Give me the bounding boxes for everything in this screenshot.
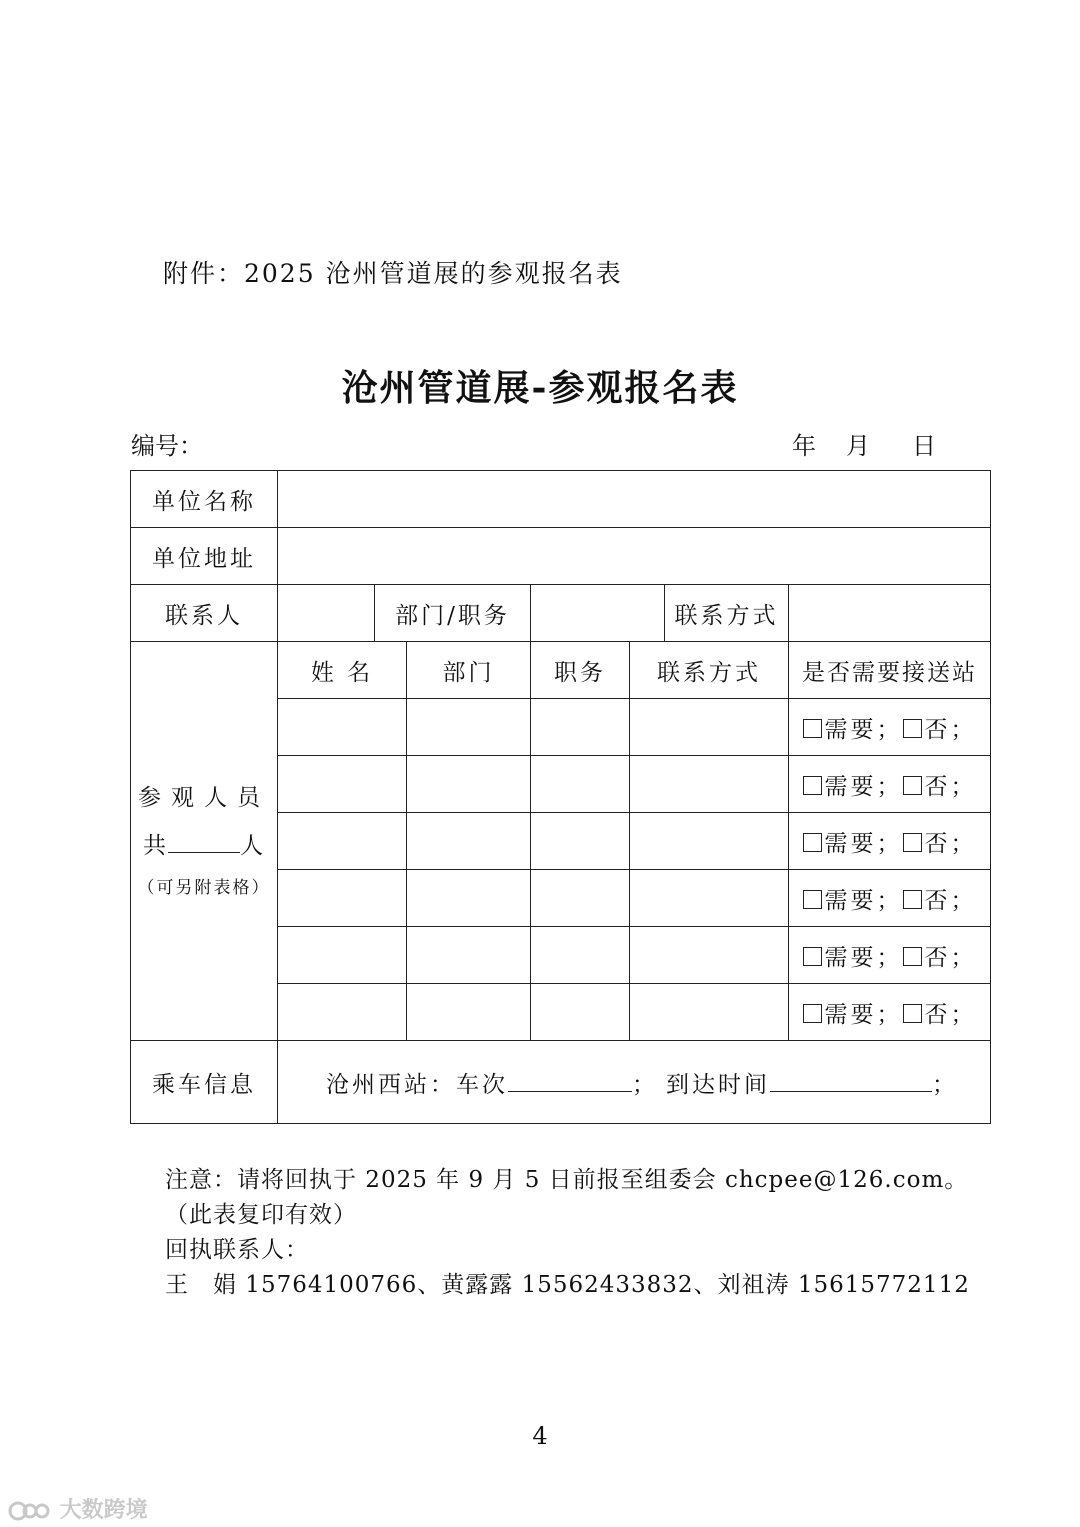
company-name-row bbox=[131, 471, 991, 528]
pickup-yes-checkbox[interactable] bbox=[803, 719, 822, 738]
visitor-position-field[interactable] bbox=[531, 813, 630, 870]
visitor-position-field[interactable] bbox=[531, 699, 630, 756]
pickup-no-label: 否； bbox=[924, 944, 977, 971]
pickup-yes-label: 需要； bbox=[824, 773, 903, 800]
visitor-position-field[interactable] bbox=[531, 984, 630, 1041]
transport-row bbox=[131, 1041, 991, 1124]
visitor-count-prefix: 共 bbox=[143, 833, 168, 860]
dept-position-label: 部门/职务 bbox=[375, 585, 531, 642]
visitor-position-field[interactable] bbox=[531, 870, 630, 927]
pickup-no-label: 否； bbox=[924, 716, 977, 743]
visitor-count-blank[interactable] bbox=[168, 830, 240, 853]
pickup-no-checkbox[interactable] bbox=[903, 947, 922, 966]
notes-contact-list: 王 娟 15764100766、黄露露 15562433832、刘祖涛 15615772112 bbox=[165, 1272, 970, 1298]
notes-deadline: 注意：请将回执于 2025 年 9 月 5 日前报至组委会 chcpee@126.com。 bbox=[165, 1167, 969, 1193]
pickup-yes-checkbox[interactable] bbox=[803, 833, 822, 852]
visitor-contact-field[interactable] bbox=[630, 927, 789, 984]
contact-field[interactable] bbox=[278, 585, 375, 642]
watermark-text: 大数跨境 bbox=[59, 1498, 148, 1523]
visitor-department-field[interactable] bbox=[407, 756, 531, 813]
arrival-time-blank[interactable] bbox=[770, 1069, 932, 1092]
visitor-department-field[interactable] bbox=[407, 699, 531, 756]
column-contact: 联系方式 bbox=[630, 642, 789, 699]
contact-method-label: 联系方式 bbox=[665, 585, 789, 642]
visitor-department-field[interactable] bbox=[407, 870, 531, 927]
pickup-no-label: 否； bbox=[924, 887, 977, 914]
notes-block bbox=[165, 1163, 970, 1303]
pickup-options bbox=[789, 699, 991, 756]
column-department: 部门 bbox=[407, 642, 531, 699]
pickup-no-label: 否； bbox=[924, 1001, 977, 1028]
pickup-yes-checkbox[interactable] bbox=[803, 890, 822, 909]
visitor-contact-field[interactable] bbox=[630, 813, 789, 870]
pickup-no-checkbox[interactable] bbox=[903, 833, 922, 852]
column-position: 职务 bbox=[531, 642, 630, 699]
visitor-note: （可另附表格） bbox=[137, 877, 271, 898]
pickup-yes-checkbox[interactable] bbox=[803, 1004, 822, 1023]
pickup-yes-label: 需要； bbox=[824, 944, 903, 971]
pickup-options bbox=[789, 756, 991, 813]
page-number: 4 bbox=[532, 1422, 548, 1450]
serial-number-label: 编号： bbox=[131, 432, 203, 460]
date-month: 月 bbox=[846, 432, 870, 460]
watermark-logo-icon bbox=[8, 1499, 52, 1523]
visitor-name-field[interactable] bbox=[278, 813, 407, 870]
date-day: 日 bbox=[912, 432, 936, 460]
contact-method-field[interactable] bbox=[789, 585, 991, 642]
visitor-position-field[interactable] bbox=[531, 756, 630, 813]
visitor-department-field[interactable] bbox=[407, 813, 531, 870]
visitor-name-field[interactable] bbox=[278, 870, 407, 927]
date-line bbox=[792, 426, 936, 461]
visitor-header-row bbox=[131, 642, 991, 699]
company-name-field[interactable] bbox=[278, 471, 991, 528]
notes-contact-heading: 回执联系人： bbox=[165, 1237, 309, 1263]
visitor-name-field[interactable] bbox=[278, 699, 407, 756]
visitor-contact-field[interactable] bbox=[630, 756, 789, 813]
pickup-no-label: 否； bbox=[924, 773, 977, 800]
registration-form-table bbox=[130, 470, 991, 1124]
visitor-contact-field[interactable] bbox=[630, 984, 789, 1041]
column-name: 姓 名 bbox=[278, 642, 407, 699]
company-name-label: 单位名称 bbox=[131, 471, 278, 528]
visitor-count-suffix: 人 bbox=[240, 833, 265, 860]
visitor-name-field[interactable] bbox=[278, 984, 407, 1041]
visitor-contact-field[interactable] bbox=[630, 870, 789, 927]
dept-position-field[interactable] bbox=[531, 585, 665, 642]
pickup-yes-label: 需要； bbox=[824, 887, 903, 914]
pickup-no-checkbox[interactable] bbox=[903, 890, 922, 909]
pickup-no-checkbox[interactable] bbox=[903, 719, 922, 738]
transport-end: ； bbox=[932, 1071, 958, 1098]
train-number-blank[interactable] bbox=[508, 1069, 632, 1092]
pickup-no-checkbox[interactable] bbox=[903, 1004, 922, 1023]
pickup-yes-checkbox[interactable] bbox=[803, 947, 822, 966]
visitor-name-field[interactable] bbox=[278, 927, 407, 984]
pickup-yes-checkbox[interactable] bbox=[803, 776, 822, 795]
pickup-yes-label: 需要； bbox=[824, 830, 903, 857]
attachment-line: 附件：2025 沧州管道展的参观报名表 bbox=[163, 259, 623, 288]
transport-separator: ； bbox=[632, 1071, 658, 1098]
pickup-options bbox=[789, 813, 991, 870]
contact-label: 联系人 bbox=[131, 585, 278, 642]
visitor-position-field[interactable] bbox=[531, 927, 630, 984]
transport-station-label: 沧州西站：车次 bbox=[326, 1071, 508, 1098]
date-year: 年 bbox=[792, 432, 816, 460]
visitor-name-field[interactable] bbox=[278, 756, 407, 813]
visitor-contact-field[interactable] bbox=[630, 699, 789, 756]
pickup-no-checkbox[interactable] bbox=[903, 776, 922, 795]
contact-row bbox=[131, 585, 991, 642]
pickup-yes-label: 需要； bbox=[824, 1001, 903, 1028]
pickup-options bbox=[789, 870, 991, 927]
visitor-count-cell bbox=[131, 642, 278, 1041]
company-address-label: 单位地址 bbox=[131, 528, 278, 585]
column-pickup: 是否需要接送站 bbox=[789, 642, 991, 699]
pickup-options bbox=[789, 984, 991, 1041]
visitor-department-field[interactable] bbox=[407, 984, 531, 1041]
watermark bbox=[8, 1493, 148, 1524]
transport-info-cell bbox=[278, 1041, 991, 1124]
pickup-yes-label: 需要； bbox=[824, 716, 903, 743]
pickup-no-label: 否； bbox=[924, 830, 977, 857]
visitor-label: 参观人员 bbox=[138, 784, 270, 811]
pickup-options bbox=[789, 927, 991, 984]
transport-label: 乘车信息 bbox=[131, 1041, 278, 1124]
notes-copy-valid: （此表复印有效） bbox=[165, 1202, 357, 1228]
visitor-department-field[interactable] bbox=[407, 927, 531, 984]
company-address-row bbox=[131, 528, 991, 585]
company-address-field[interactable] bbox=[278, 528, 991, 585]
page-title: 沧州管道展-参观报名表 bbox=[341, 367, 739, 409]
arrival-time-label: 到达时间 bbox=[666, 1071, 770, 1098]
